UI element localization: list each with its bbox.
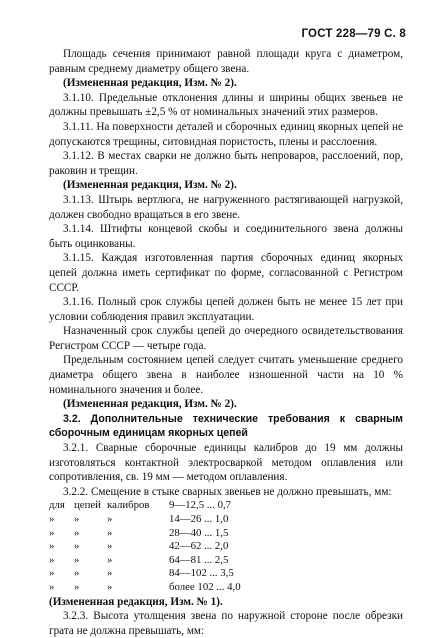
paragraph: 3.2.2. Смещение в стыке сварных звеньев не должно превышать, мм:	[63, 485, 392, 498]
table-cell: »	[49, 567, 55, 580]
section-heading: 3.2. Дополнительные технические требования к сварным сборочным единицам якорных цепей	[49, 412, 403, 440]
table-row	[49, 567, 403, 581]
table-cell: калибров	[107, 499, 150, 512]
table-cell: »	[49, 553, 55, 566]
amendment-note: (Измененная редакция, Изм. № 2).	[63, 77, 237, 90]
offset-table	[49, 499, 403, 594]
table-cell: более 102 ... 4,0	[169, 580, 241, 593]
table-cell: 42—62 ... 2,0	[169, 540, 229, 553]
table-row	[49, 527, 403, 541]
amendment-note: (Измененная редакция, Изм. № 2).	[63, 398, 237, 411]
amendment-note: (Измененная редакция, Изм. № 2).	[63, 179, 237, 192]
table-cell: »	[74, 580, 80, 593]
amendment-note: (Измененная редакция, Изм. № 1).	[49, 595, 223, 608]
table-cell: »	[49, 580, 55, 593]
table-row	[49, 554, 403, 568]
table-row	[49, 499, 403, 513]
paragraph: Назначенный срок службы цепей до очередного освидетельствования Регистром СССР — четыре года.	[49, 325, 403, 352]
paragraph: 3.2.3. Высота утолщения звена по наружной стороне после обрезки грата не должна превышать, мм:	[49, 610, 403, 637]
table-cell: »	[49, 513, 55, 525]
table-cell: »	[74, 540, 80, 553]
table-cell: »	[49, 540, 55, 553]
table-cell: »	[74, 553, 80, 566]
paragraph: 3.1.13. Штырь вертлюга, не нагруженного растягивающей нагрузкой, должен свободно вращаться в его звене.	[49, 193, 403, 221]
table-cell: »	[74, 567, 80, 580]
table-cell: 9—12,5 ... 0,7	[169, 499, 232, 512]
paragraph: 3.1.12. В местах сварки не должно быть непроваров, расслоений, пор, раковин и трещин.	[49, 150, 403, 177]
paragraph: 3.1.10. Предельные отклонения длины и ширины общих звеньев не должны превышать ±2,5 % от номинальных значений этих размеров.	[49, 91, 403, 119]
table-cell: 64—81 ... 2,5	[169, 553, 229, 566]
table-row	[49, 581, 403, 595]
table-cell: 84—102 ... 3,5	[169, 567, 234, 580]
table-cell: 28—40 ... 1,5	[169, 526, 229, 539]
table-row	[49, 540, 403, 554]
paragraph: 3.1.16. Полный срок службы цепей должен быть не менее 15 лет при условии соблюдения правил эксплуатации.	[49, 296, 403, 323]
table-cell: »	[49, 526, 55, 539]
table-cell: »	[107, 567, 113, 580]
table-cell: »	[107, 513, 113, 525]
paragraph: 3.1.15. Каждая изготовленная партия сборочных единиц якорных цепей должна иметь сертификат по форме, согласованной с Регистром СССР.	[49, 252, 403, 294]
table-cell: »	[74, 513, 80, 525]
table-cell: »	[107, 553, 113, 566]
page-header: ГОСТ 228—79 С. 8	[301, 28, 406, 40]
table-row	[49, 513, 403, 527]
table-cell: »	[107, 540, 113, 553]
table-cell: »	[74, 526, 80, 539]
paragraph: 3.2.1. Сварные сборочные единицы калибров до 19 мм должны изготовляться контактной электросваркой методом оплавления или сопротивления, св. 19 мм — методом оплавления.	[49, 442, 403, 484]
document-body	[49, 47, 403, 638]
table-cell: »	[107, 580, 113, 593]
table-cell: для	[49, 499, 65, 512]
paragraph: Площадь сечения принимают равной площади круга с диаметром, равным среднему диаметру общего звена.	[49, 48, 403, 75]
paragraph: 3.1.11. На поверхности деталей и сборочных единиц якорных цепей не допускаются трещины, ситовидная пористость, плены и расслоения.	[49, 120, 403, 148]
table-cell: цепей	[74, 499, 101, 512]
table-cell: 14—26 ... 1,0	[169, 513, 229, 525]
paragraph: Предельным состоянием цепей следует считать уменьшение среднего диаметра общего звена в наиболее изношенной части на 10 % номинального значения и более.	[49, 354, 403, 396]
paragraph: 3.1.14. Штифты концевой скобы и соединительного звена должны быть оцинкованы.	[49, 223, 403, 250]
table-cell: »	[107, 526, 113, 539]
